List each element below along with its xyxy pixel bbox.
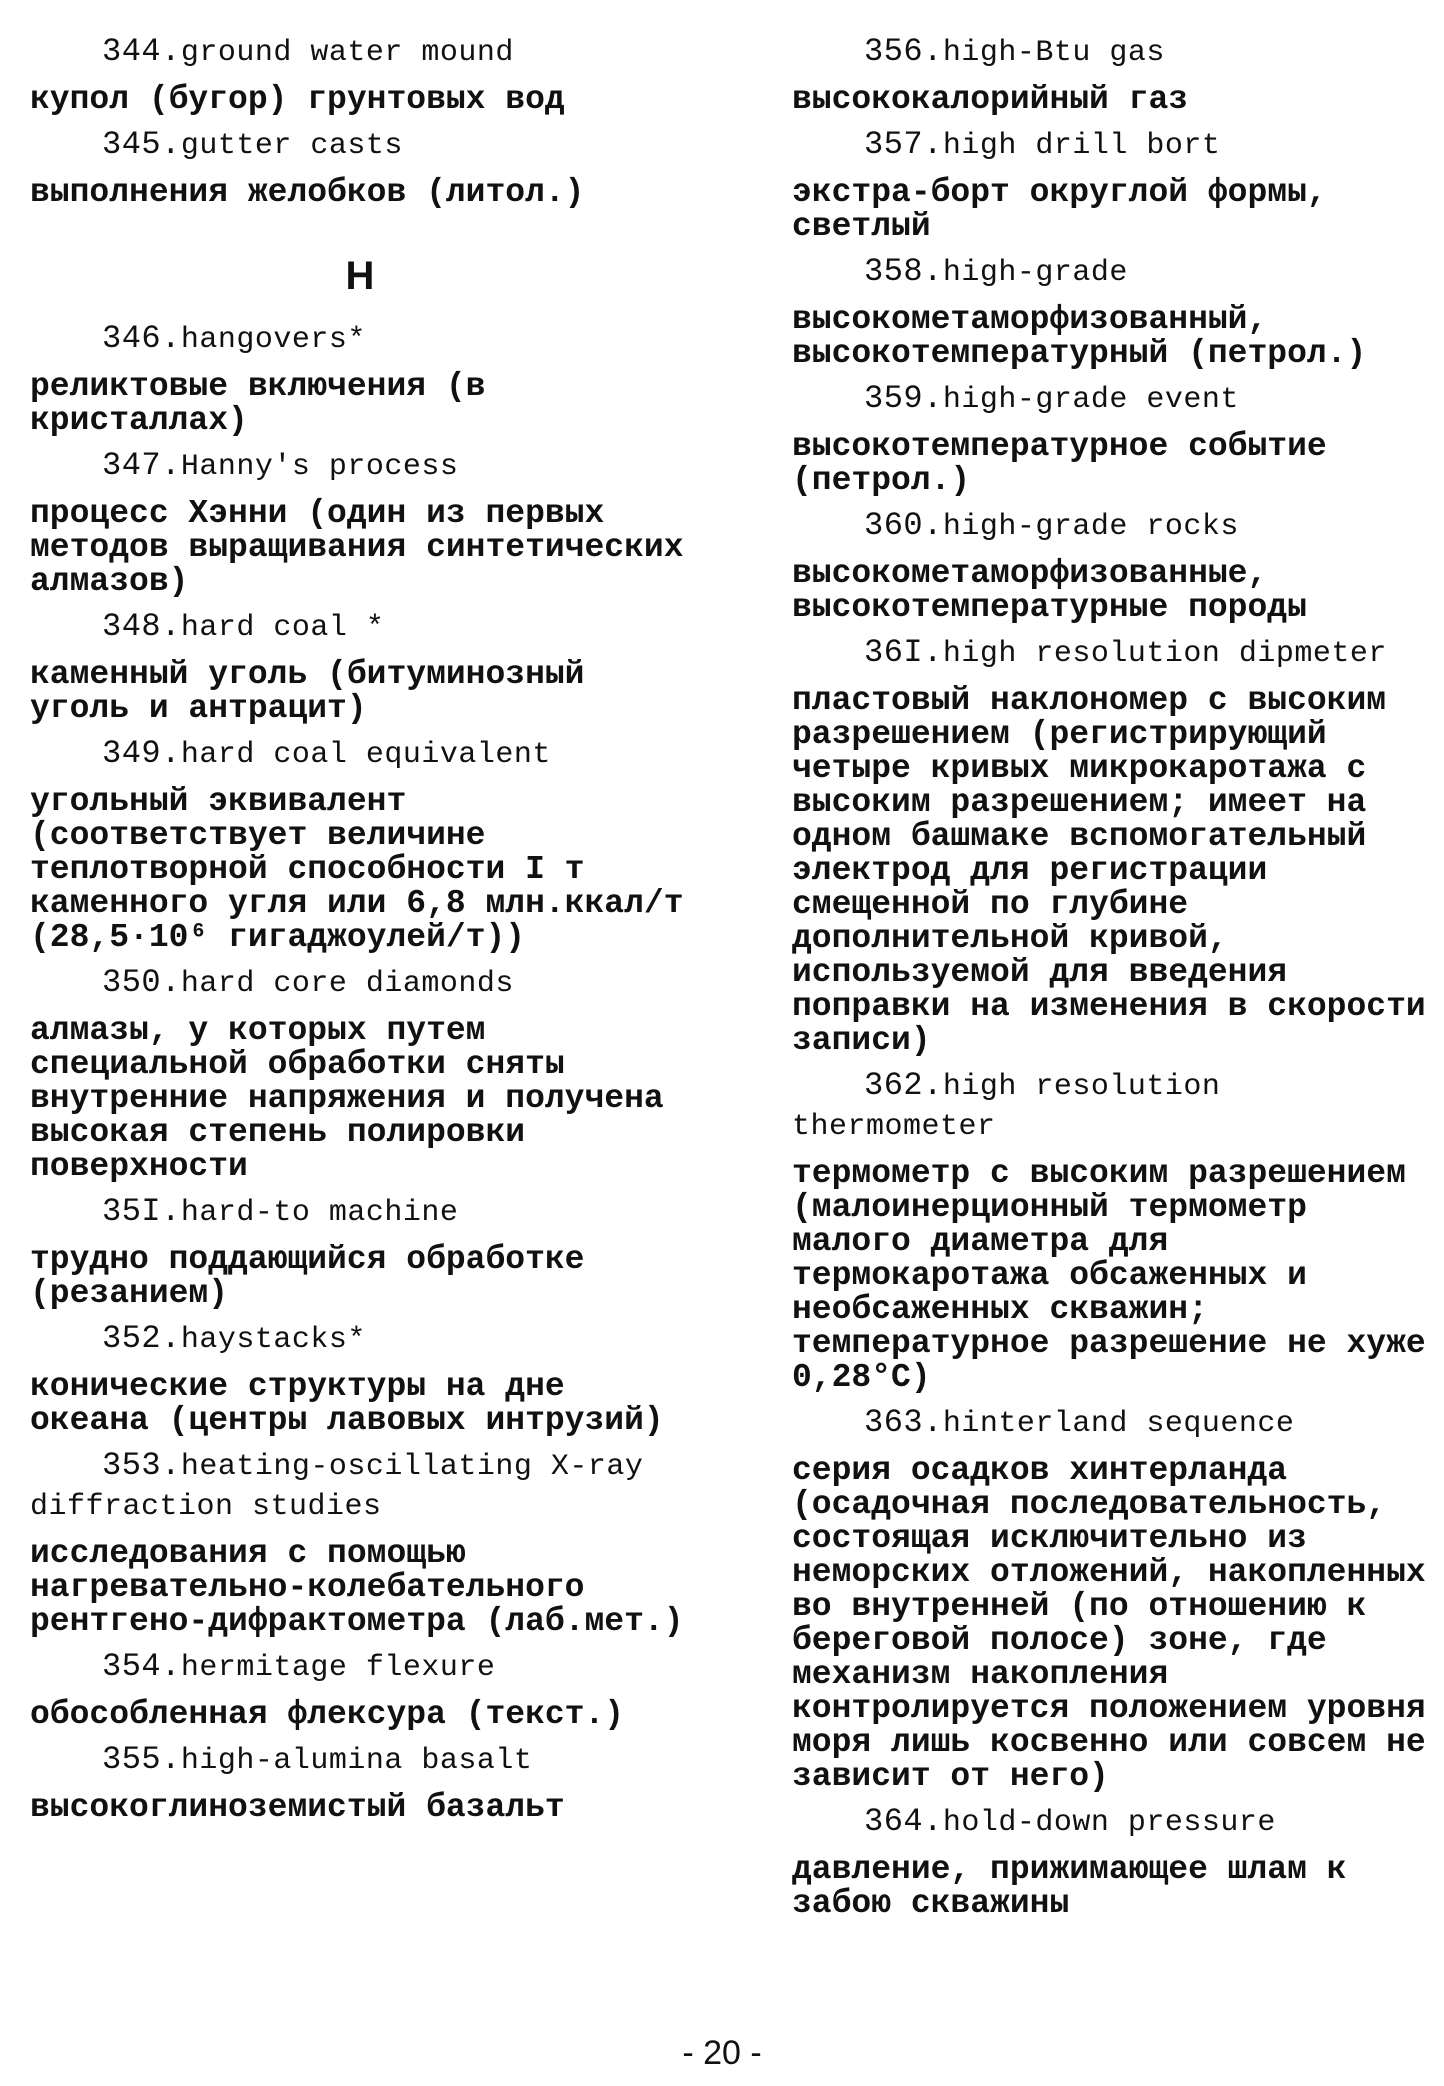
entry-definition: угольный эквивалент (соответствует величине теплотворной способности I т каменного угля или 6,8 млн.ккал/т (28,5·10⁶ гигаджоулей/т)) [30, 783, 684, 956]
entry-term [30, 963, 690, 1004]
entry-352 [30, 1319, 690, 1438]
entry-349 [30, 734, 690, 955]
entry-number: 363. [864, 1404, 943, 1441]
entry-definition: исследования с помощью нагревательно-колебательного рентгено-дифрактометра (лаб.мет.) [30, 1535, 684, 1640]
entry-term-text: high-Btu gas [942, 36, 1165, 70]
entry-354 [30, 1647, 690, 1732]
entry-term [30, 1319, 690, 1360]
entry-term-text: haystacks* [180, 1323, 366, 1357]
entry-definition: пластовый наклономер с высоким разрешением (регистрирующий четыре кривых микрокаротажа с высоким разрешением; имеет на одном башмаке вспомогательный электрод для регистрации смещенной по глубине дополнительной кривой, используемой для введения поправки на изменения в скорости записи) [792, 682, 1426, 1059]
entry-term [792, 633, 1432, 674]
entry-definition: выполнения желобков (литол.) [30, 174, 585, 211]
entry-term [30, 1192, 690, 1233]
entry-definition: обособленная флексура (текст.) [30, 1696, 625, 1733]
entry-number: 360. [864, 507, 943, 544]
entry-number: 344. [102, 33, 181, 70]
entry-term [792, 379, 1432, 420]
entry-term [30, 734, 690, 775]
entry-definition: конические структуры на дне океана (центры лавовых интрузий) [30, 1368, 664, 1439]
entry-term-text: heating-oscillating X-ray diffraction studies [30, 1450, 644, 1524]
entry-359 [792, 379, 1432, 498]
entry-term-text: hard coal * [180, 611, 385, 645]
entry-number: 345. [102, 126, 181, 163]
section-letter-heading: H [345, 254, 375, 298]
entry-term-text: hard core diamonds [180, 967, 514, 1001]
entry-definition: реликтовые включения (в кристаллах) [30, 368, 486, 439]
entry-number: 35I. [102, 1193, 181, 1230]
entry-number: 364. [864, 1803, 943, 1840]
entry-term [792, 1066, 1432, 1147]
entry-number: 350. [102, 964, 181, 1001]
entry-347 [30, 446, 690, 599]
entry-term [792, 1403, 1432, 1444]
entry-term-text: gutter casts [180, 129, 403, 163]
entry-definition: каменный уголь (битуминозный уголь и антрацит) [30, 656, 585, 727]
entry-term [30, 1446, 690, 1527]
entry-term [30, 446, 690, 487]
entry-350 [30, 963, 690, 1184]
entry-number: 355. [102, 1741, 181, 1778]
entry-351 [30, 1192, 690, 1311]
entry-definition: термометр с высоким разрешением (малоинерционный термометр малого диаметра для термокаротажа обсаженных и необсаженных скважин; температурное разрешение не хуже 0,28°С) [792, 1155, 1426, 1396]
entry-definition: давление, прижимающее шлам к забою скважины [792, 1851, 1347, 1922]
entry-term-text: hangovers* [180, 323, 366, 357]
entry-357 [792, 125, 1432, 244]
entry-number: 362. [864, 1067, 943, 1104]
entry-363 [792, 1403, 1432, 1794]
entry-number: 358. [864, 253, 943, 290]
entry-term-text: ground water mound [180, 36, 514, 70]
entry-355 [30, 1740, 690, 1825]
entry-term-text: high-grade [942, 256, 1128, 290]
entry-362 [792, 1066, 1432, 1395]
entry-number: 348. [102, 608, 181, 645]
entry-definition: трудно поддающийся обработке (резанием) [30, 1241, 585, 1312]
entry-term-text: high-alumina basalt [180, 1744, 533, 1778]
entry-term-text: high drill bort [942, 129, 1221, 163]
entry-number: 359. [864, 380, 943, 417]
entry-346 [30, 319, 690, 438]
entry-term [792, 252, 1432, 293]
entry-term [30, 1740, 690, 1781]
entry-number: 354. [102, 1648, 181, 1685]
entry-345 [30, 125, 690, 210]
entry-number: 352. [102, 1320, 181, 1357]
entry-term [792, 32, 1432, 73]
entry-number: 356. [864, 33, 943, 70]
entry-definition: высокоглиноземистый базальт [30, 1789, 565, 1826]
entry-term-text: hinterland sequence [942, 1407, 1295, 1441]
entry-term [30, 125, 690, 166]
entry-definition: алмазы, у которых путем специальной обработки сняты внутренние напряжения и получена высокая степень полировки поверхности [30, 1012, 664, 1185]
entry-definition: экстра-борт округлой формы, светлый [792, 174, 1327, 245]
entry-term-text: hermitage flexure [180, 1651, 496, 1685]
entry-term [792, 506, 1432, 547]
entry-definition: высокометаморфизованный, высокотемпературный (петрол.) [792, 301, 1367, 372]
entry-definition: высокометаморфизованные, высокотемпературные породы [792, 555, 1307, 626]
entry-term-text: hard coal equivalent [180, 738, 551, 772]
entry-361 [792, 633, 1432, 1058]
entry-term-text: high-grade rocks [942, 510, 1239, 544]
entry-definition: купол (бугор) грунтовых вод [30, 81, 565, 118]
entry-360 [792, 506, 1432, 625]
entry-term-text: high resolution dipmeter [942, 637, 1387, 671]
entry-term-text: Hanny's process [180, 450, 459, 484]
entry-344 [30, 32, 690, 117]
entry-definition: высокотемпературное событие (петрол.) [792, 428, 1327, 499]
entry-definition: серия осадков хинтерланда (осадочная последовательность, состоящая исключительно из неморских отложений, накопленных во внутренней (по отношению к береговой полосе) зоне, где механизм накопления контролируется положением уровня моря лишь косвенно или совсем не зависит от него) [792, 1452, 1426, 1795]
entry-term [30, 319, 690, 360]
entry-definition: процесс Хэнни (один из первых методов выращивания синтетических алмазов) [30, 495, 684, 600]
right-column [792, 26, 1432, 1929]
entry-number: 349. [102, 735, 181, 772]
entry-364 [792, 1802, 1432, 1921]
entry-term-text: hold-down pressure [942, 1806, 1276, 1840]
entry-number: 36I. [864, 634, 943, 671]
entry-term [30, 607, 690, 648]
entry-number: 346. [102, 320, 181, 357]
entry-356 [792, 32, 1432, 117]
left-column [30, 26, 690, 1833]
entry-353 [30, 1446, 690, 1639]
entry-term [792, 125, 1432, 166]
page-number: - 20 - [682, 2034, 762, 2072]
entry-term [30, 32, 690, 73]
entry-term-text: high resolution thermometer [792, 1070, 1221, 1144]
entry-definition: высококалорийный газ [792, 81, 1189, 118]
entry-358 [792, 252, 1432, 371]
entry-348 [30, 607, 690, 726]
entry-number: 353. [102, 1447, 181, 1484]
entry-number: 347. [102, 447, 181, 484]
entry-term [792, 1802, 1432, 1843]
entry-term-text: hard-to machine [180, 1196, 459, 1230]
entry-term [30, 1647, 690, 1688]
entry-number: 357. [864, 126, 943, 163]
entry-term-text: high-grade event [942, 383, 1239, 417]
